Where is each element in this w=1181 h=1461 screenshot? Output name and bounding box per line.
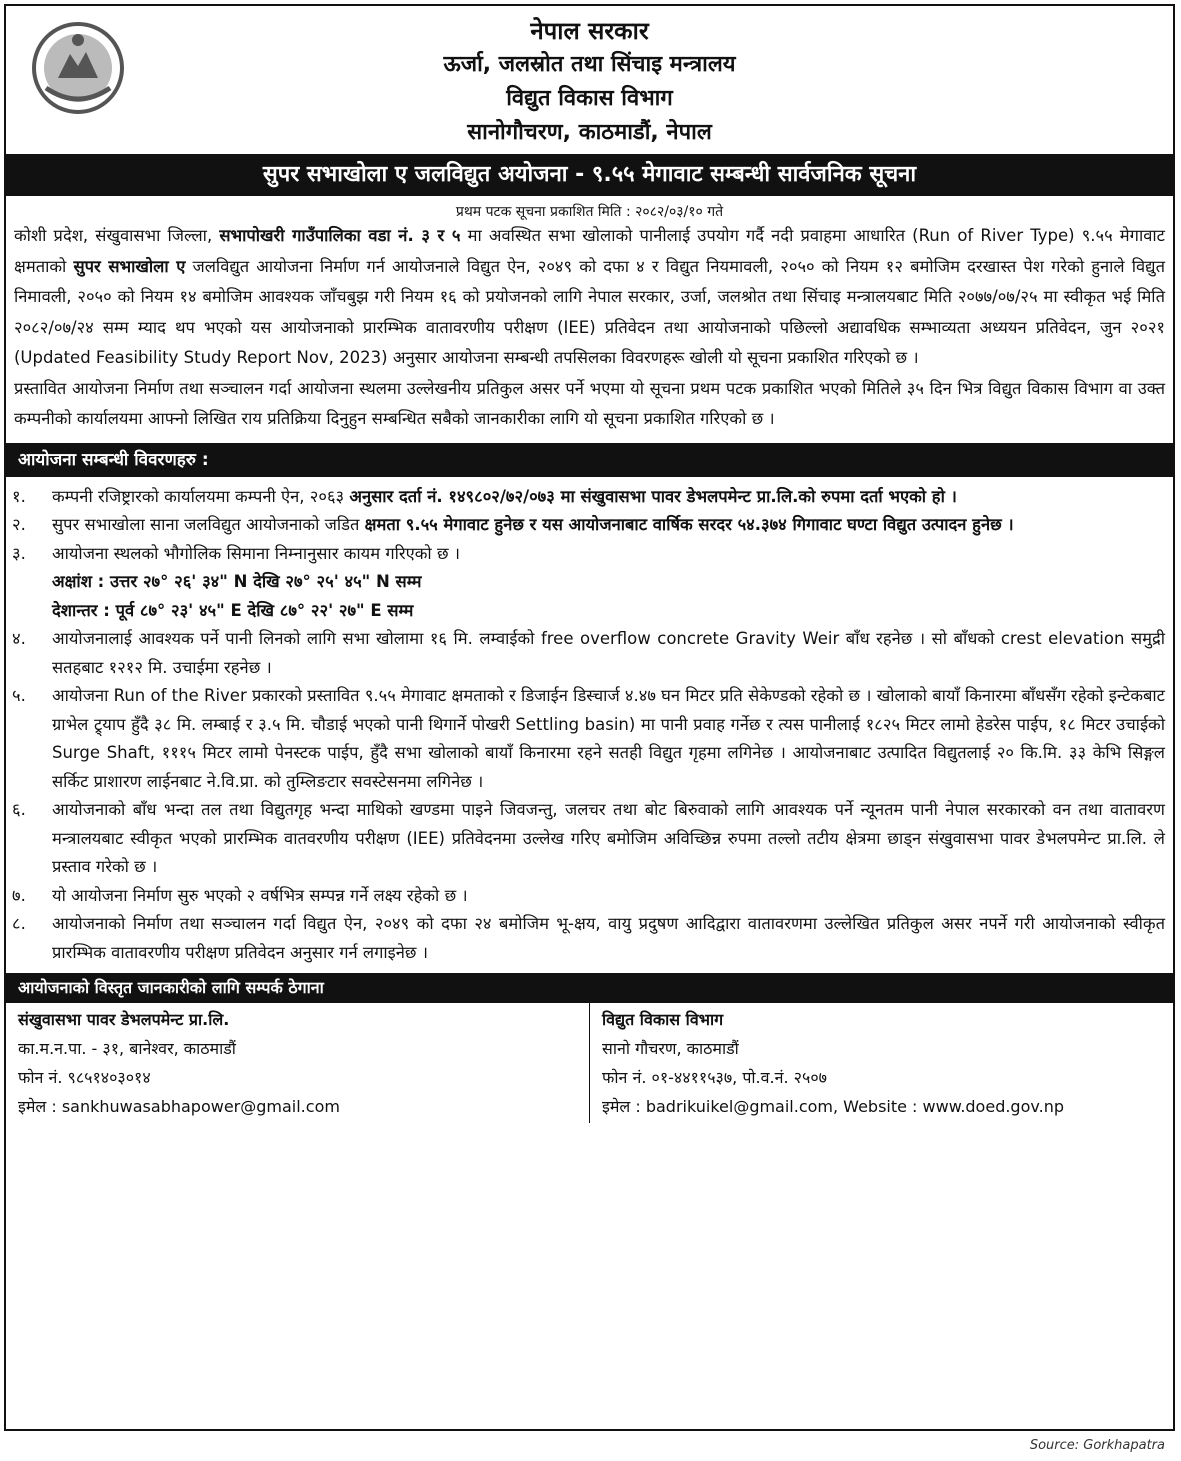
item-text: कम्पनी रजिष्ट्रारको कार्यालयमा कम्पनी ऐन, २०६३ अनुसार दर्ता नं. १४९८०२/७२/०७३ मा संखुवासभा पावर डेभलपमेन्ट प्रा.लि.को रुपमा दर्ता भएको हो ।	[52, 486, 957, 506]
item-number: ३.	[12, 543, 26, 563]
item-number: २.	[12, 515, 26, 534]
intro-text	[6, 221, 1173, 435]
list-item	[6, 625, 1165, 682]
list-item	[6, 540, 1165, 569]
item-number: ६.	[12, 800, 26, 819]
department-email-website[interactable]: इमेल : badrikuikel@gmail.com, Website : www.doed.gov.np	[602, 1097, 1064, 1116]
latitude-range: अक्षांश : उत्तर २७° २६' ३४" N देखि २७° २५' ४५" N सम्म	[52, 572, 422, 591]
intro-paragraph-1	[14, 221, 1165, 374]
source-credit: Source: Gorkhapatra	[1029, 1438, 1165, 1453]
item-text: यो आयोजना निर्माण सुरु भएको २ वर्षभित्र सम्पन्न गर्ने लक्ष्य रहेको छ ।	[52, 885, 468, 905]
notice-title: सुपर सभाखोला ए जलविद्युत अयोजना - ९.५५ मेगावाट सम्बन्धी सार्वजनिक सूचना	[6, 154, 1173, 196]
contact-company	[6, 1003, 590, 1123]
contact-title: आयोजनाको विस्तृत जानकारीको लागि सम्पर्क ठेगाना	[6, 973, 1173, 1003]
contact-table	[6, 1003, 1173, 1123]
publication-date: प्रथम पटक सूचना प्रकाशित मिति : २०८२/०३/१० गते	[455, 204, 724, 220]
item-text: आयोजना Run of the River प्रकारको प्रस्तावित ९.५५ मेगावाट क्षमताको र डिजाईन डिस्चार्ज ४.४७ घन मिटर प्रति सेकेण्डको रहेको छ । खोलाको बायाँ किनारमा बाँधसँग रहेको इन्टेकबाट ग्राभेल ट्र्याप हुँदै ३८ मि. लम्बाई र ३.५ मि. चौडाई भएको पानी थिगार्ने पोखरी Settling basin) मा पानी प्रवाह गर्नेछ र त्यस पानीलाई १८२५ मिटर लामो हेडरेस पाईप, १८ मिटर उचाईको Surge Shaft, १११५ मिटर लामो पेनस्टक पाईप, हुँदै सभा खोलाको बायाँ किनारमा रहने सतही विद्युत गृहमा लगिनेछ । आयोजनाबाट उत्पादित विद्युतलाई २० कि.मि. ३३ केभि सिङ्गल सर्किट प्राशारण लाईनबाट ने.वि.प्रा. को तुम्लिङटार सवस्टेसनमा लगिनेछ ।	[52, 686, 1166, 791]
intro-text-segment: जलविद्युत आयोजना निर्माण गर्न आयोजनाले विद्युत ऐन, २०४९ को दफा ४ र विद्युत नियमावली, २०५० को नियम १२ बमोजिम दरखास्त पेश गरेको हुनाले विद्युत निमावली, २०५० को नियम १४ बमोजिम आवश्यक जाँचबुझ गरी नियम १६ को प्रयोजनको लागि नेपाल सरकार, उर्जा, जलश्रोत तथा सिंचाइ मन्त्रालयबाट मिति २०७७/०७/२५ मा स्वीकृत भई मिति २०८२/०७/२४ सम्म म्याद थप भएको यस आयोजनाको प्रारम्भिक वातावरणीय परीक्षण (IEE) प्रतिवेदन तथा आयोजनाको पछिल्लो अद्यावधिक सम्भाव्यता अध्ययन प्रतिवेदन, जुन २०२१ (Updated Feasibility Study Report Nov, 2023) अनुसार आयोजना सम्बन्धी तपसिलका विवरणहरू खोली यो सूचना प्रकाशित गरिएको छ ।	[14, 256, 1165, 367]
list-item	[6, 483, 1165, 512]
intro-text-segment: मा अवस्थित सभा खोलाको पानीलाई उपयोग गर्दै नदी प्रवाहमा आधारित (Run of River Type) ९.५५ मेगावाट क्षमताको	[14, 226, 1165, 276]
intro-text-bold: सुपर सभाखोला ए	[73, 256, 186, 276]
list-item	[6, 910, 1165, 967]
item-number: १.	[12, 486, 26, 506]
item-text: आयोजनाको बाँध भन्दा तल तथा विद्युतगृह भन्दा माथिको खण्डमा पाइने जिवजन्तु, जलचर तथा बोट बिरुवाको लागि आवश्यक पर्ने न्यूनतम पानी नेपाल सरकारको वन तथा वातावरण मन्त्रालयबाट स्वीकृत भएको प्रारम्भिक वातवरणीय परीक्षण (IEE) प्रतिवेदनमा उल्लेख गरिए बमोजिम अविच्छिन्न रुपमा तल्लो तटीय क्षेत्रमा छाड्न संखुवासभा पावर डेभलपमेन्ट प्रा.लि. ले प्रस्ताव गरेको छ ।	[52, 800, 1165, 876]
item-text: आयोजनाको निर्माण तथा सञ्चालन गर्दा विद्युत ऐन, २०४९ को दफा २४ बमोजिम भू-क्षय, वायु प्रदुषण आदिद्वारा वातावरणमा उल्लेखित प्रतिकुल असर नपर्ने गरी आयोजनाको स्वीकृत प्रारम्भिक वातावरणीय परीक्षण प्रतिवेदन अनुसार गर्न लगाइनेछ ।	[52, 914, 1165, 962]
item-number: ४.	[12, 629, 26, 648]
intro-text-bold: सभापोखरी गाउँपालिका वडा नं. ३ र ५	[219, 226, 461, 245]
department-name: विद्युत विकास विभाग	[602, 1010, 724, 1029]
header-line-3: विद्युत विकास विभाग	[506, 86, 673, 111]
company-name: संखुवासभा पावर डेभलपमेन्ट प्रा.लि.	[18, 1010, 230, 1029]
contact-department	[590, 1003, 1174, 1123]
item-text: आयोजना स्थलको भौगोलिक सिमाना निम्नानुसार कायम गरिएको छ ।	[52, 543, 461, 563]
list-item	[6, 511, 1165, 540]
header-line-2: ऊर्जा, जलस्रोत तथा सिंचाइ मन्त्रालय	[443, 52, 736, 77]
header	[6, 6, 1173, 154]
list-item	[6, 882, 1165, 911]
list-item	[6, 796, 1165, 882]
intro-text-segment: कोशी प्रदेश, संखुवासभा जिल्ला,	[14, 226, 220, 245]
header-line-4: सानोगौचरण, काठमाडौं, नेपाल	[467, 120, 712, 145]
notice-frame	[4, 4, 1175, 1431]
company-phone: फोन नं. ९८५१४०३०१४	[18, 1068, 151, 1087]
details-list-continued	[6, 625, 1173, 967]
item-number: ५.	[12, 686, 26, 705]
department-phone: फोन नं. ०१-४४११५३७, पो.व.नं. २५०७	[602, 1068, 827, 1087]
section-title: आयोजना सम्बन्धी विवरणहरु :	[6, 443, 1173, 477]
header-line-1: नेपाल सरकार	[530, 17, 649, 45]
item-text: आयोजनालाई आवश्यक पर्ने पानी लिनको लागि सभा खोलामा १६ मि. लम्वाईको free overflow concrete Gravity Weir बाँध रहनेछ । सो बाँधको crest elevation समुद्री सतहबाट १२१२ मि. उचाईमा रहनेछ ।	[52, 629, 1165, 677]
item-number: ८.	[12, 914, 26, 933]
intro-paragraph-2: प्रस्तावित आयोजना निर्माण तथा सञ्चालन गर्दा आयोजना स्थलमा उल्लेखनीय प्रतिकुल असर पर्ने भएमा यो सूचना प्रथम पटक प्रकाशित भएको मितिले ३५ दिन भित्र विद्युत विकास विभाग वा उक्त कम्पनीको कार्यालयमा आफ्नो लिखित राय प्रतिक्रिया दिनुहुन सम्बन्धित सबैको जानकारीका लागि यो सूचना प्रकाशित गरिएको छ ।	[14, 378, 1165, 428]
list-item	[6, 682, 1165, 796]
department-address: सानो गौचरण, काठमाडौं	[602, 1039, 739, 1058]
company-address: का.म.न.पा. - ३१, बानेश्वर, काठमाडौं	[18, 1039, 236, 1058]
item-text: सुपर सभाखोला साना जलविद्युत आयोजनाको जडित क्षमता ९.५५ मेगावाट हुनेछ र यस आयोजनाबाट वार्षिक सरदर ५४.३७४ गिगावाट घण्टा विद्युत उत्पादन हुनेछ ।	[52, 515, 1014, 534]
details-list	[6, 483, 1173, 569]
nepal-government-emblem-icon	[28, 18, 128, 118]
company-email[interactable]: इमेल : sankhuwasabhapower@gmail.com	[18, 1097, 340, 1116]
longitude-range: देशान्तर : पूर्व ८७° २३' ४५" E देखि ८७° २२' २७" E सम्म	[52, 600, 414, 620]
item-number: ७.	[12, 885, 26, 905]
